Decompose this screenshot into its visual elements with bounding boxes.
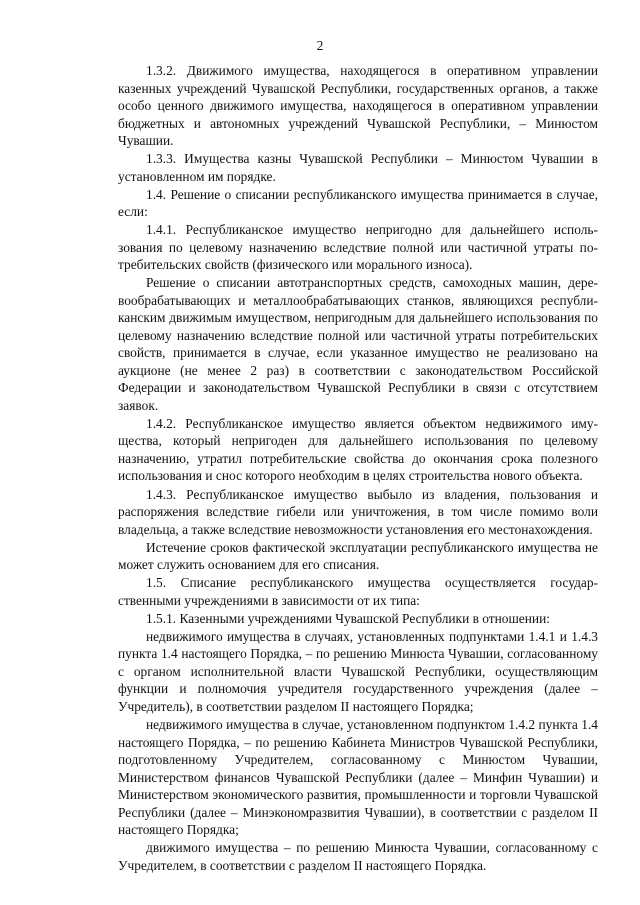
- paragraph-movable-property: движимого имущества – по решению Минюста Чувашии, согласованному с Учредителем, в соответствии с разделом II настоящего Порядка.: [118, 840, 598, 873]
- paragraph-1-4: 1.4. Решение о списании республиканского имущества принимается в случае, если:: [118, 186, 598, 220]
- paragraph-real-estate-2: недвижимого имущества в случае, установленном подпунктом 1.4.2 пункта 1.4 настоящего Порядка, – по решению Кабинета Министров Чувашской Республики, подготовленному Учредителем, согласованному с Минюстом Чувашии, Министерством финансов Чувашской Республики (далее – Минфин Чувашии) и Министерством экономического развития, промышленности и торговли Чувашской Республики (далее – Минэкономразвития Чувашии), в соответствии с разделом II настоящего Порядка;: [118, 717, 598, 838]
- paragraph-1-5-1: 1.5.1. Казенными учреждениями Чувашской Республики в отношении:: [146, 610, 550, 626]
- paragraph-1-4-2: 1.4.2. Республиканское имущество является объектом недвижимого имущества, который непригоден для дальнейшего использования по целевому назначению, утратил потребительские свойства до окончания срока полезного использования и снос которого необходим в целях строительства нового объекта.: [118, 415, 598, 484]
- paragraph-vehicles-decision: Решение о списании автотранспортных средств, самоходных машин, деревообрабатывающих и металлообрабатывающих станков, являющихся республиканским движимым имуществом, непригодным для дальнейшего использования по целевому назначению вследствие полной или частичной утраты потребительских свойств, принимается в случае, если указанное имущество не реализовано на аукционе (не менее 2 раз) в соответствии с законодательством Российской Федерации и законодательством Чувашской Республики в связи с отсутствием заявок.: [118, 275, 598, 413]
- paragraph-1-4-3: 1.4.3. Республиканское имущество выбыло из владения, пользования и распоряжения вследствие гибели или уничтожения, в том числе помимо воли владельца, а также вследствие невозможности установления его местонахождения.: [118, 486, 598, 537]
- paragraph-expiry-terms: Истечение сроков фактической эксплуатации республиканского имущества не может служить основанием для его списания.: [118, 539, 598, 573]
- paragraph-1-5: 1.5. Списание республиканского имущества осуществляется государственными учреждениями в зависимости от их типа:: [118, 575, 598, 608]
- paragraph-1-3-3: 1.3.3. Имущества казны Чувашской Республики – Минюстом Чувашии в установленном им порядке.: [118, 151, 598, 184]
- document-body: [118, 62, 598, 874]
- paragraph-1-3-2: 1.3.2. Движимого имущества, находящегося в оперативном управлении казенных учреждений Чувашской Республики, государственных органов, а также особо ценного движимого имущества, находящегося в оперативном управлении бюджетных и автономных учреждений Чувашской Республики, – Минюстом Чувашии.: [118, 63, 598, 148]
- page-number: 2: [316, 38, 324, 53]
- paragraph-1-4-1: 1.4.1. Республиканское имущество непригодно для дальнейшего использования по целевому назначению вследствие полной или частичной утраты потребительских свойств (физического или морального износа).: [118, 222, 598, 273]
- paragraph-real-estate-1: недвижимого имущества в случаях, установленных подпунктами 1.4.1 и 1.4.3 пункта 1.4 настоящего Порядка, – по решению Минюста Чувашии, согласованному с органом исполнительной власти Чувашской Республики, осуществляющим функции и полномочия учредителя государственного учреждения (далее – Учредитель), в соответствии разделом II настоящего Порядка;: [118, 628, 598, 714]
